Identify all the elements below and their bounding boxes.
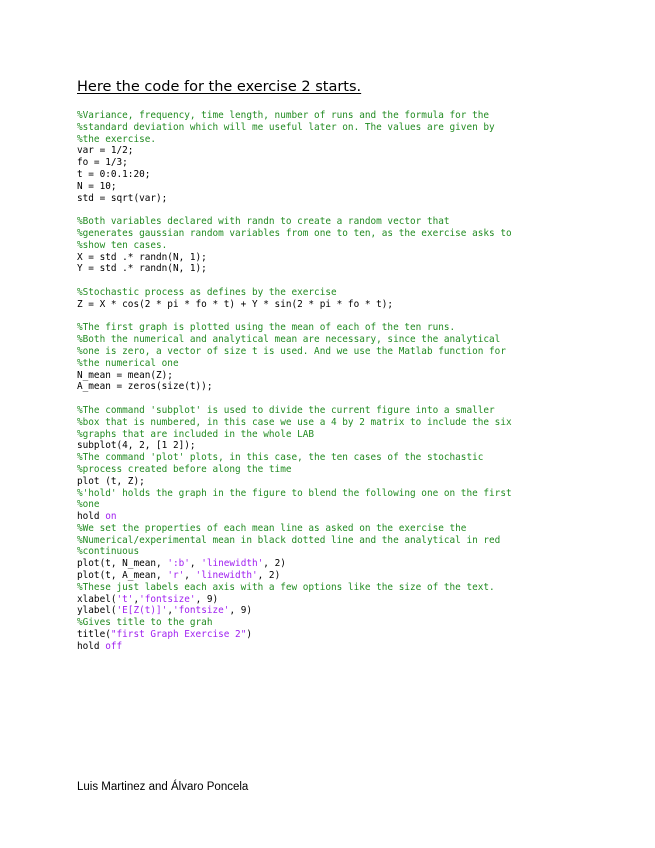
comment-text: %The first graph is plotted using the mean of each of the ten runs. [77, 322, 456, 334]
code-comment-line [77, 216, 647, 228]
code-line [77, 511, 647, 523]
comment-text: %Stochastic process as defines by the exercise [77, 286, 337, 298]
code-comment-line [77, 535, 647, 547]
code-comment-line [77, 417, 647, 429]
code-comment-line [77, 546, 647, 558]
code-text: plot (t, Z); [77, 475, 145, 487]
code-text: , [189, 558, 202, 570]
code-comment-line [77, 582, 647, 594]
code-comment-line [77, 523, 647, 535]
code-comment-line [77, 617, 647, 629]
code-text: title( [77, 629, 111, 641]
code-text: var = 1/2; [77, 145, 134, 157]
code-text: plot(t, N_mean, [77, 558, 168, 570]
blank-line [77, 393, 647, 405]
comment-text: %The command 'plot' plots, in this case, the ten cases of the stochastic [77, 452, 484, 464]
code-line [77, 169, 647, 181]
comment-text: %continuous [77, 546, 140, 558]
string-literal: 'E[Z(t)]' [116, 605, 168, 617]
code-text: Z = X * cos(2 * pi * fo * t) + Y * sin(2 * pi * fo * t); [77, 298, 394, 310]
code-comment-line [77, 287, 647, 299]
string-literal: off [105, 640, 123, 652]
code-text: plot(t, A_mean, [77, 570, 168, 582]
code-line [77, 594, 647, 606]
code-line [77, 570, 647, 582]
comment-text: %generates gaussian random variables from one to ten, as the exercise asks to [77, 227, 512, 239]
code-comment-line [77, 358, 647, 370]
section-heading: Here the code for the exercise 2 starts. [77, 79, 362, 95]
comment-text: %These just labels each axis with a few options like the size of the text. [77, 581, 495, 593]
code-text: , 9) [229, 605, 253, 617]
comment-text: %box that is numbered, in this case we use a 4 by 2 matrix to include the six [77, 416, 512, 428]
comment-text: %Both variables declared with randn to create a random vector that [77, 216, 450, 228]
code-line [77, 299, 647, 311]
comment-text: %We set the properties of each mean line as asked on the exercise the [77, 522, 467, 534]
code-comment-line [77, 488, 647, 500]
code-line [77, 252, 647, 264]
code-text: ylabel( [77, 605, 117, 617]
code-comment-line [77, 122, 647, 134]
code-comment-line [77, 452, 647, 464]
code-comment-line [77, 499, 647, 511]
comment-text: %Gives title to the grah [77, 617, 213, 629]
code-listing [77, 110, 647, 653]
code-text: hold [77, 511, 106, 523]
string-literal: 't' [116, 593, 134, 605]
string-literal: 'r' [167, 570, 185, 582]
code-comment-line [77, 228, 647, 240]
code-line [77, 181, 647, 193]
code-comment-line [77, 405, 647, 417]
code-text: , [167, 605, 173, 617]
code-line [77, 641, 647, 653]
string-literal: 'linewidth' [195, 570, 258, 582]
code-text: hold [77, 640, 106, 652]
comment-text: %The command 'subplot' is used to divide the current figure into a smaller [77, 404, 495, 416]
blank-line [77, 311, 647, 323]
code-comment-line [77, 322, 647, 334]
code-comment-line [77, 110, 647, 122]
code-line [77, 629, 647, 641]
code-text: Y = std .* randn(N, 1); [77, 263, 207, 275]
code-line [77, 145, 647, 157]
code-text: subplot(4, 2, [1 2]); [77, 440, 196, 452]
comment-text: %Variance, frequency, time length, number of runs and the formula for the [77, 110, 490, 121]
code-text: , 2) [257, 570, 281, 582]
code-text: xlabel( [77, 593, 117, 605]
comment-text: %graphs that are included in the whole LAB [77, 428, 315, 440]
comment-text: %one is zero, a vector of size t is used. And we use the Matlab function for [77, 345, 506, 357]
code-text: , 9) [195, 593, 219, 605]
code-comment-line [77, 240, 647, 252]
code-line [77, 605, 647, 617]
code-text: , 2) [263, 558, 286, 570]
string-literal: ':b' [167, 558, 190, 570]
blank-line [77, 204, 647, 216]
code-line [77, 381, 647, 393]
code-comment-line [77, 429, 647, 441]
authors-footer: Luis Martinez and Álvaro Poncela [77, 781, 249, 793]
code-line [77, 440, 647, 452]
code-text: , [133, 593, 140, 605]
comment-text: %'hold' holds the graph in the figure to blend the following one on the first [77, 487, 512, 499]
string-literal: 'fontsize' [139, 593, 196, 605]
code-comment-line [77, 464, 647, 476]
comment-text: %the exercise. [77, 133, 157, 145]
string-literal: on [105, 511, 117, 523]
code-comment-line [77, 346, 647, 358]
code-text: t = 0:0.1:20; [77, 168, 151, 180]
code-text: fo = 1/3; [77, 157, 128, 169]
code-line [77, 558, 647, 570]
comment-text: %one [77, 499, 100, 511]
blank-line [77, 275, 647, 287]
code-text: std = sqrt(var); [77, 192, 168, 204]
comment-text: %Both the numerical and analytical mean are necessary, since the analytical [77, 334, 501, 346]
code-line [77, 193, 647, 205]
code-text: , [184, 570, 196, 582]
string-literal: "first Graph Exercise 2" [110, 629, 247, 641]
code-line [77, 157, 647, 169]
code-text: X = std .* randn(N, 1); [77, 251, 207, 263]
string-literal: 'linewidth' [201, 558, 264, 570]
code-line [77, 476, 647, 488]
code-text: N = 10; [77, 180, 117, 192]
comment-text: %process created before along the time [77, 463, 292, 475]
comment-text: %Numerical/experimental mean in black dotted line and the analytical in red [77, 534, 501, 546]
comment-text: %show ten cases. [77, 239, 168, 251]
code-comment-line [77, 134, 647, 146]
comment-text: %standard deviation which will me useful later on. The values are given by [77, 121, 495, 133]
code-text: ) [246, 629, 252, 641]
code-text: A_mean = zeros(size(t)); [77, 381, 213, 393]
code-line [77, 370, 647, 382]
comment-text: %the numerical one [77, 357, 179, 369]
code-text: N_mean = mean(Z); [77, 369, 173, 381]
code-comment-line [77, 334, 647, 346]
string-literal: 'fontsize' [172, 605, 230, 617]
code-line [77, 263, 647, 275]
